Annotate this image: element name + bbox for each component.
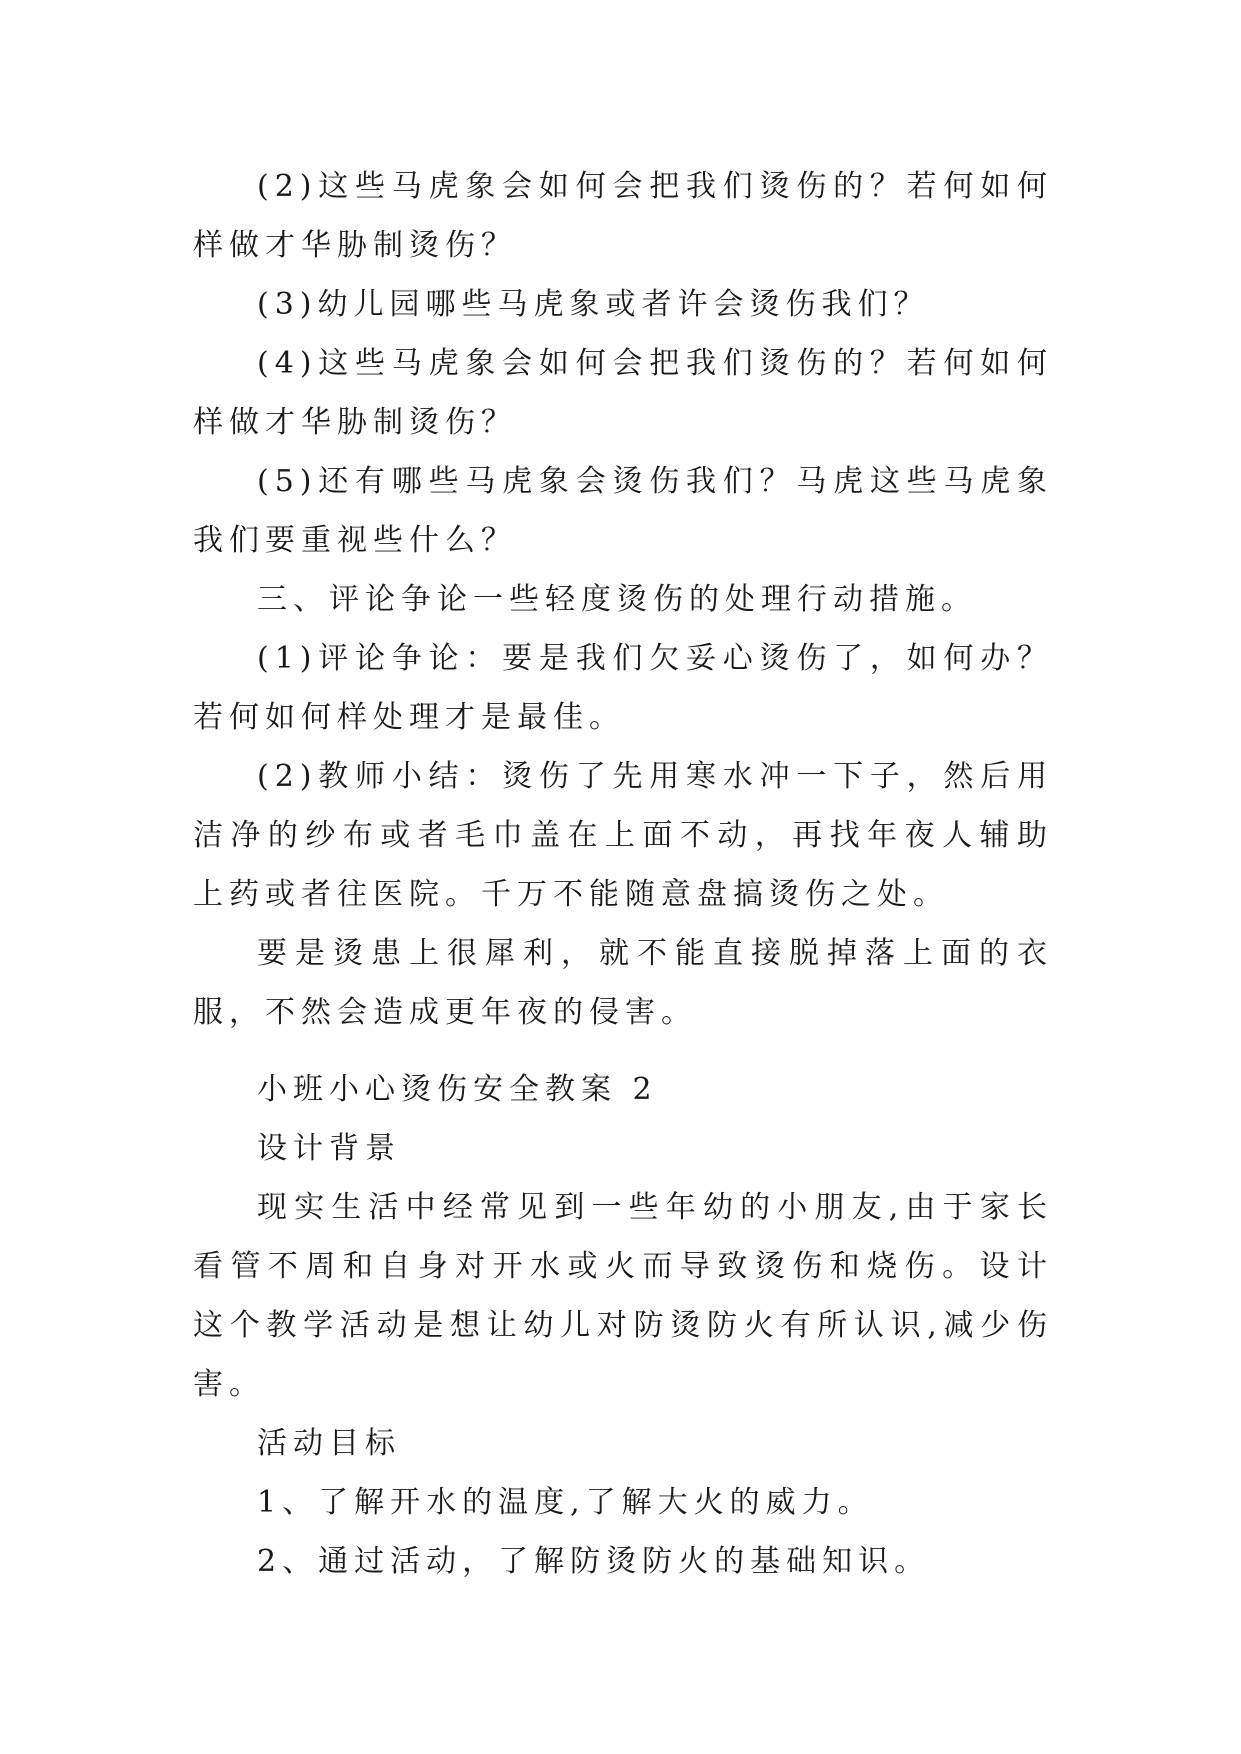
question-2-paragraph: (2)这些马虎象会如何会把我们烫伤的？若何如何样做才华胁制烫伤？ [193, 169, 1053, 263]
design-background-paragraph: 现实生活中经常见到一些年幼的小朋友,由于家长看管不周和自身对开水或火而导致烫伤和烧伤。设计这个教学活动是想让幼儿对防烫防火有所认识,减少伤害。 [193, 1190, 1053, 1402]
severe-burn-paragraph: 要是烫患上很犀利，就不能直接脱掉落上面的衣服，不然会造成更年夜的侵害。 [193, 936, 1053, 1030]
section-2-body [193, 1060, 1053, 1591]
goal-1-item: 1、了解开水的温度,了解大火的威力。 [257, 1485, 874, 1520]
step-3-heading: 三、评论争论一些轻度烫伤的处理行动措施。 [257, 582, 977, 617]
teacher-summary-paragraph: (2)教师小结：烫伤了先用寒水冲一下子，然后用洁净的纱布或者毛巾盖在上面不动，再找年夜人辅助上药或者往医院。千万不能随意盘搞烫伤之处。 [193, 759, 1053, 912]
question-3-paragraph: (3)幼儿园哪些马虎象或者许会烫伤我们？ [257, 287, 930, 322]
question-4-paragraph: (4)这些马虎象会如何会把我们烫伤的？若何如何样做才华胁制烫伤？ [193, 346, 1053, 440]
goal-2-item: 2、通过活动，了解防烫防火的基础知识。 [257, 1544, 931, 1579]
discussion-paragraph: (1)评论争论：要是我们欠妥心烫伤了，如何办？若何如何样处理才是最佳。 [193, 641, 1053, 735]
question-5-paragraph: (5)还有哪些马虎象会烫伤我们？马虎这些马虎象我们要重视些什么？ [193, 464, 1053, 558]
lesson-title: 小班小心烫伤安全教案 2 [257, 1072, 658, 1107]
section-1-body [193, 157, 1053, 1042]
design-background-heading: 设计背景 [257, 1131, 401, 1166]
activity-goals-heading: 活动目标 [257, 1426, 401, 1461]
